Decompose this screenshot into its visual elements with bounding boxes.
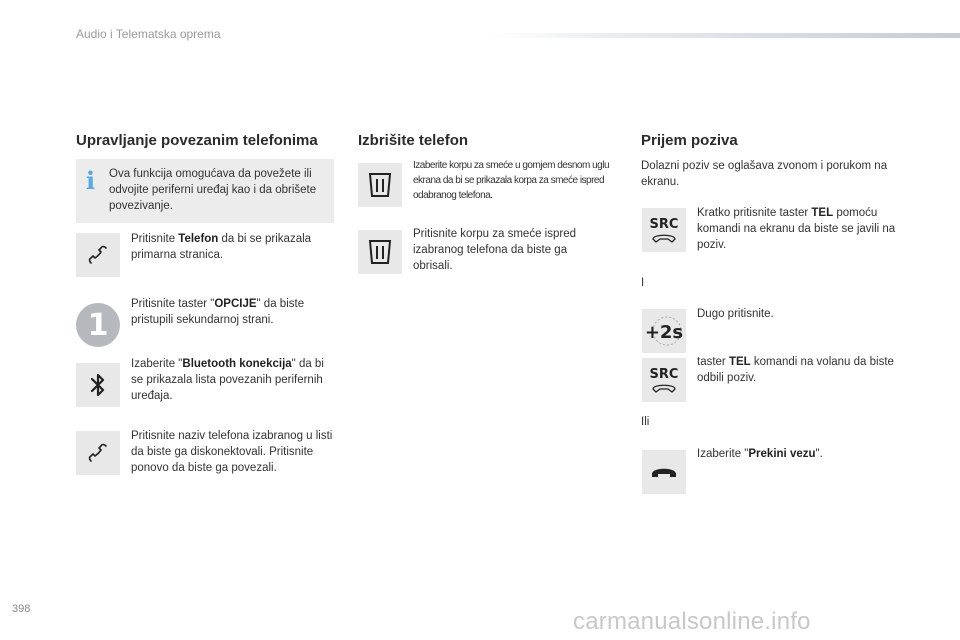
step-answer-call: Kratko pritisnite taster TEL pomoću komandi na ekranu da biste se javili na poziv. (697, 207, 896, 251)
step-bluetooth: Izaberite "Bluetooth konekcija" da bi se prikazala lista povezanih perifernih uređaja. (131, 358, 324, 402)
step-long-press: Dugo pritisnite. (697, 308, 774, 320)
section-title-delete-phone: Izbrišite telefon (358, 132, 469, 149)
src-button-icon-2 (642, 358, 686, 402)
step-telefon-key: Telefon (178, 233, 219, 245)
step-reject-key: TEL (728, 356, 751, 368)
header-rule (490, 33, 960, 38)
info-text: Ova funkcija omogućava da povežete ili odvojite periferni uređaj kao i da obrišete povezivanje. (109, 168, 317, 212)
or-label-2: Ili (641, 416, 650, 428)
page-number: 398 (12, 603, 31, 615)
watermark: carmanualsonline.info (573, 608, 811, 635)
step-telefon: Pritisnite Telefon da bi se prikazala primarna stranica. (131, 233, 312, 261)
step-delete-phone: Pritisnite korpu za smeće ispred izabranog telefona da biste ga obrisali. (413, 228, 576, 272)
step-end-call: Izaberite "Prekini vezu". (697, 448, 823, 460)
info-box (76, 159, 334, 223)
step-answer-key: TEL (811, 207, 834, 219)
step-end-call-key: Prekini vezu (748, 448, 816, 460)
phone-icon-2 (76, 431, 120, 475)
svg-text:+2s: +2s (644, 322, 684, 343)
or-label-1: I (641, 277, 645, 289)
header-title: Audio i Telematska oprema (76, 27, 221, 41)
step-opcije-key: OPCIJE (214, 298, 257, 310)
long-press-icon (642, 309, 686, 353)
step-opcije: Pritisnite taster "OPCIJE" da biste pristupili sekundarnoj strani. (131, 298, 305, 326)
step-bluetooth-key: Bluetooth konekcija (182, 358, 292, 370)
step-disconnect: Pritisnite naziv telefona izabranog u listi da biste ga diskonektovali. Pritisnite ponovo da biste ga povezali. (131, 430, 333, 474)
svg-text:SRC: SRC (649, 367, 679, 382)
svg-text:SRC: SRC (649, 217, 679, 232)
bluetooth-icon (76, 363, 120, 407)
section-title-incoming-call: Prijem poziva (641, 132, 738, 149)
step-reject-call: taster TEL komandi na volanu da biste odbili poziv. (697, 356, 894, 384)
src-button-icon (642, 208, 686, 252)
info-icon: i (86, 166, 96, 195)
section-title-manage-phones: Upravljanje povezanim telefonima (76, 132, 318, 149)
trash-icon (358, 163, 402, 207)
trash-icon-2 (358, 230, 402, 274)
phone-icon (76, 233, 120, 277)
hang-up-icon (642, 450, 686, 494)
step-select-trash: Izaberite korpu za smeće u gornjem desnom uglu ekrana da bi se prikazala korpa za smeće ispred odabranog telefona. (413, 160, 610, 201)
step-number-badge: 1 (76, 303, 120, 347)
incoming-call-intro: Dolazni poziv se oglašava zvonom i porukom na ekranu. (641, 160, 888, 188)
